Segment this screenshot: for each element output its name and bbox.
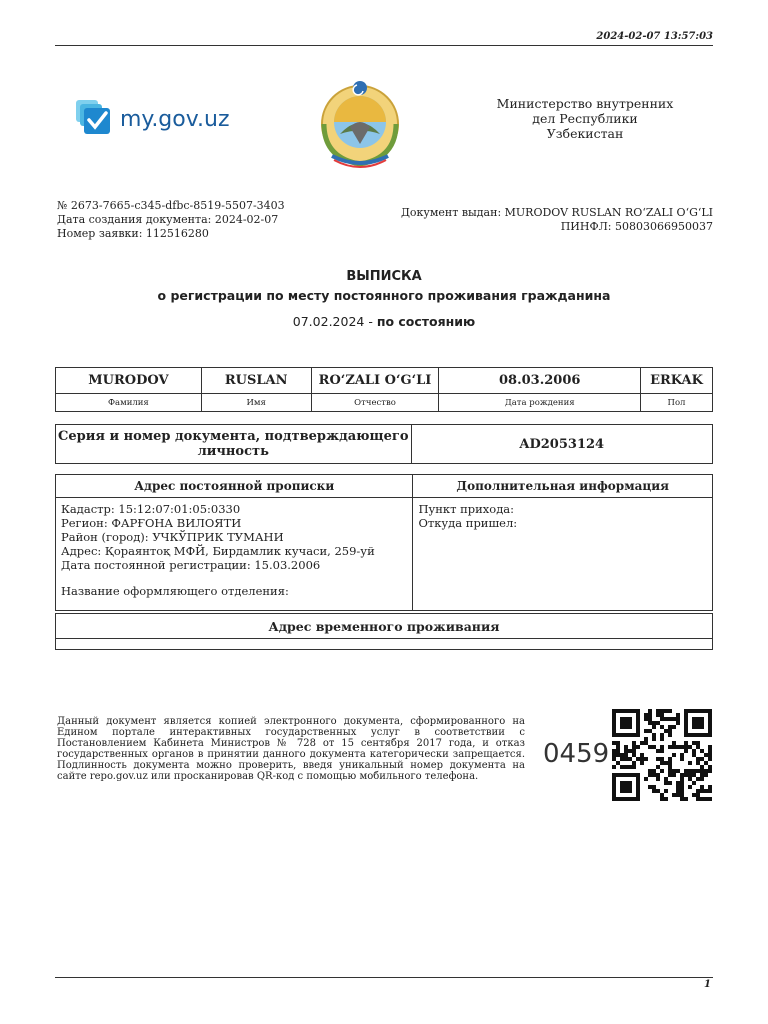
- issued-to: [401, 206, 713, 234]
- page-subtitle: о регистрации по месту постоянного проживания гражданина: [157, 288, 611, 303]
- id-document-table: [55, 424, 713, 464]
- as-of-date: 07.02.2024 -: [292, 314, 377, 329]
- person-table: [55, 367, 713, 412]
- pinfl: ПИНФЛ: 50803066950037: [560, 220, 713, 233]
- name-label: Имя: [201, 394, 311, 412]
- creation-date: Дата создания документа: 2024-02-07: [57, 213, 279, 226]
- patronymic-value: RO‘ZALI O‘G‘LI: [311, 368, 439, 394]
- verification-code: 0459: [543, 739, 610, 769]
- district: Район (город): УЧКЎПРИК ТУМАНИ: [61, 530, 284, 544]
- gender-value: ERKAK: [641, 368, 713, 394]
- surname-value: MURODOV: [56, 368, 202, 394]
- top-divider: [55, 45, 713, 46]
- document-meta: [57, 199, 285, 241]
- birthdate-label: Дата рождения: [439, 394, 641, 412]
- birthdate-value: 08.03.2006: [439, 368, 641, 394]
- state-emblem: [310, 72, 410, 172]
- registration-date: Дата постоянной регистрации: 15.03.2006: [61, 558, 321, 572]
- patronymic-label: Отчество: [311, 394, 439, 412]
- department-name: Название оформляющего отделения:: [61, 584, 289, 598]
- timestamp: 2024-02-07 13:57:03: [596, 31, 713, 42]
- temporary-address-table: [55, 613, 713, 650]
- ministry-name: [488, 96, 682, 141]
- bottom-divider: [55, 977, 713, 978]
- additional-info-body: [413, 498, 713, 611]
- legal-note: Данный документ является копией электронного документа, сформированного на Едином портале интерактивных государственных услуг в соответствии с Постановлением Кабинета Министров № 728 от 15 сентября 2017 года, и отказ государственных органов в принятии данного документа категорически запрещается. Подлинность документа можно проверить, введя уникальный номер документа на сайте repo.gov.uz или просканировав QR-код с помощью мобильного телефона.: [57, 716, 525, 782]
- page-title: ВЫПИСКА: [346, 269, 422, 284]
- temporary-address-body: [56, 639, 713, 650]
- region: Регион: ФАРҒОНА ВИЛОЯТИ: [61, 516, 242, 530]
- logo-text: my.gov.uz: [120, 107, 230, 132]
- application-number: Номер заявки: 112516280: [57, 227, 209, 240]
- temporary-address-header: Адрес временного проживания: [56, 614, 713, 639]
- ministry-line: Министерство внутренних: [496, 96, 674, 111]
- arrival-point: Пункт прихода:: [418, 502, 515, 516]
- surname-label: Фамилия: [56, 394, 202, 412]
- id-document-label: Серия и номер документа, подтверждающего личность: [56, 425, 412, 464]
- name-value: RUSLAN: [201, 368, 311, 394]
- ministry-line: дел Республики: [532, 111, 638, 126]
- issued-to-name: Документ выдан: MURODOV RUSLAN RO‘ZALI O‘G‘LI: [400, 206, 713, 219]
- gender-label: Пол: [641, 394, 713, 412]
- came-from: Откуда пришел:: [418, 516, 518, 530]
- additional-info-header: Дополнительная информация: [413, 475, 713, 498]
- address-table: [55, 474, 713, 611]
- permanent-address-body: [56, 498, 413, 611]
- id-document-value: AD2053124: [411, 425, 713, 464]
- cadastre: Кадастр: 15:12:07:01:05:0330: [61, 502, 241, 516]
- qr-code[interactable]: [612, 709, 712, 801]
- street-address: Адрес: Қораянтоқ МФЙ, Бирдамлик кучаси, 259-уй: [61, 544, 375, 558]
- as-of-line: [0, 314, 768, 329]
- page-number: 1: [704, 979, 711, 990]
- ministry-line: Узбекистан: [546, 126, 624, 141]
- document-number: № 2673-7665-c345-dfbc-8519-5507-3403: [57, 199, 285, 212]
- permanent-address-header: Адрес постоянной прописки: [56, 475, 413, 498]
- spacer: [61, 572, 407, 584]
- as-of-label: по состоянию: [376, 314, 476, 329]
- checkmark-logo-icon: [76, 100, 116, 140]
